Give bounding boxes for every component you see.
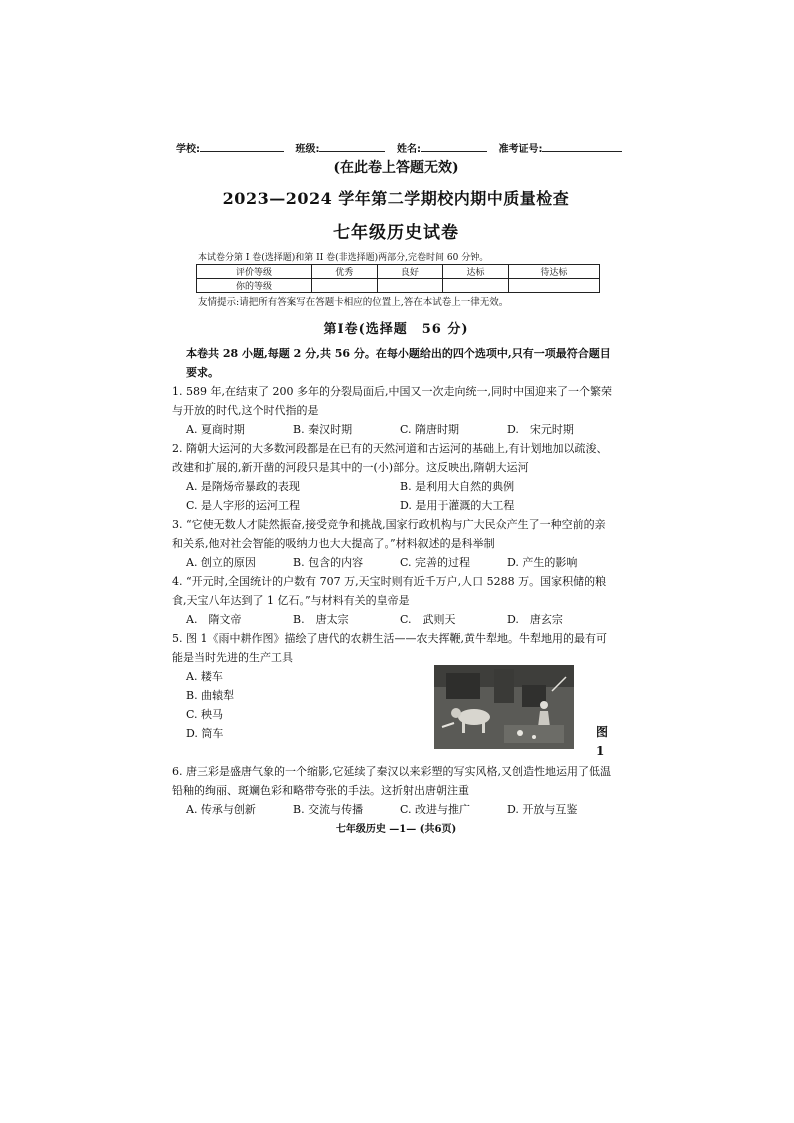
option-d: D. 开放与互鉴 bbox=[507, 803, 578, 816]
question-1 bbox=[172, 382, 614, 439]
option-b: B. 曲辕犁 bbox=[186, 689, 235, 702]
friendly-tip: 友情提示:请把所有答案写在答题卡相应的位置上,答在本试卷上一律无效。 bbox=[198, 297, 509, 308]
option-d: D. 唐玄宗 bbox=[507, 613, 563, 626]
grade-table-value-row bbox=[197, 279, 600, 293]
options-row bbox=[172, 420, 614, 439]
question-stem: 6. 唐三彩是盛唐气象的一个缩影,它延续了秦汉以来彩塑的写实风格,又创造性地运用了低温铅釉的绚丽、斑斓色彩和略带夸张的手法。这折射出唐朝注重 bbox=[172, 765, 611, 797]
exam-no-label: 准考证号: bbox=[498, 144, 543, 155]
mural-illustration bbox=[434, 665, 574, 749]
option-b: B. 交流与传播 bbox=[293, 803, 364, 816]
class-blank bbox=[319, 142, 385, 152]
class-label: 班级: bbox=[295, 144, 320, 155]
option-b: B. 唐太宗 bbox=[293, 613, 349, 626]
options-row bbox=[172, 477, 614, 496]
option-b: B. 包含的内容 bbox=[293, 556, 364, 569]
grade-value-cell bbox=[508, 279, 599, 293]
grade-cell: 优秀 bbox=[312, 265, 378, 279]
option-a: A. 创立的原因 bbox=[186, 556, 256, 569]
option-b: B. 是利用大自然的典例 bbox=[400, 480, 515, 493]
question-stem: 3. “它使无数人才陡然振奋,接受竞争和挑战,国家行政机构与广大民众产生了一种空前的亲和关系,他对社会智能的吸纳力也大大提高了。”材料叙述的是科举制 bbox=[172, 518, 606, 550]
exam-title: 2023—2024 学年第二学期校内期中质量检查 bbox=[222, 189, 570, 208]
options-row bbox=[172, 610, 614, 629]
option-c: C. 隋唐时期 bbox=[400, 423, 460, 436]
question-stem: 5. 图 1《雨中耕作图》描绘了唐代的农耕生活——农夫挥鞭,黄牛犁地。牛犁地用的最有可能是当时先进的生产工具 bbox=[172, 632, 607, 664]
options-column bbox=[186, 667, 234, 743]
invalid-answer-notice: (在此卷上答题无效) bbox=[333, 160, 459, 176]
options-row bbox=[172, 800, 614, 819]
options-row bbox=[172, 496, 614, 515]
student-info-line bbox=[176, 140, 626, 155]
option-c: C. 完善的过程 bbox=[400, 556, 471, 569]
option-c: C. 是人字形的运河工程 bbox=[186, 499, 301, 512]
question-2 bbox=[172, 439, 614, 515]
option-d: D. 筒车 bbox=[186, 727, 224, 740]
option-c: C. 改进与推广 bbox=[400, 803, 471, 816]
option-a: A. 耧车 bbox=[186, 670, 223, 683]
question-5 bbox=[172, 629, 614, 762]
question-stem: 4. “开元时,全国统计的户数有 707 万,天宝时则有近千万户,人口 5288 万。国家积储的粮食,天宝八年达到了 1 亿石。”与材料有关的皇帝是 bbox=[172, 575, 607, 607]
option-a: A. 是隋炀帝暴政的表现 bbox=[186, 480, 300, 493]
school-label: 学校: bbox=[176, 144, 200, 155]
exam-no-blank bbox=[542, 142, 622, 152]
grade-value-cell bbox=[312, 279, 378, 293]
name-blank bbox=[421, 142, 487, 152]
questions-body bbox=[172, 344, 614, 819]
question-5-options-figure bbox=[172, 667, 614, 762]
exam-subtitle: 七年级历史试卷 bbox=[333, 223, 459, 243]
option-c: C. 武则天 bbox=[400, 613, 456, 626]
exam-intro: 本试卷分第 I 卷(选择题)和第 II 卷(非选择题)两部分,完卷时间 60 分钟。 bbox=[198, 253, 489, 263]
question-stem: 1. 589 年,在结束了 200 多年的分裂局面后,中国又一次走向统一,同时中国迎来了一个繁荣与开放的时代,这个时代指的是 bbox=[172, 385, 612, 417]
section-intro: 本卷共 28 小题,每题 2 分,共 56 分。在每小题给出的四个选项中,只有一项最符合题目要求。 bbox=[186, 347, 611, 379]
school-blank bbox=[200, 142, 284, 152]
name-label: 姓名: bbox=[396, 144, 421, 155]
figure-1-label: 图 1 bbox=[596, 725, 609, 758]
option-b: B. 秦汉时期 bbox=[293, 423, 353, 436]
grade-cell: 达标 bbox=[443, 265, 509, 279]
option-d: D. 是用于灌溉的大工程 bbox=[400, 499, 515, 512]
grade-value-cell bbox=[443, 279, 509, 293]
grade-table-header-row bbox=[197, 265, 600, 279]
grade-cell: 评价等级 bbox=[197, 265, 312, 279]
grade-cell: 你的等级 bbox=[197, 279, 312, 293]
farming-mural-image bbox=[434, 665, 574, 749]
grade-value-cell bbox=[377, 279, 443, 293]
grade-cell: 待达标 bbox=[508, 265, 599, 279]
section-title: 第Ⅰ卷(选择题 56 分) bbox=[323, 322, 469, 337]
option-a: A. 传承与创新 bbox=[186, 803, 256, 816]
question-stem: 2. 隋朝大运河的大多数河段都是在已有的天然河道和古运河的基础上,有计划地加以疏浚、改建和扩展的,新开凿的河段只是其中的一(小)部分。这反映出,隋朝大运河 bbox=[172, 442, 608, 474]
option-a: A. 隋文帝 bbox=[186, 613, 242, 626]
option-a: A. 夏商时期 bbox=[186, 423, 245, 436]
question-6 bbox=[172, 762, 614, 819]
option-d: D. 宋元时期 bbox=[507, 423, 574, 436]
options-row bbox=[172, 553, 614, 572]
option-d: D. 产生的影响 bbox=[507, 556, 578, 569]
question-3 bbox=[172, 515, 614, 572]
page-footer: 七年级历史 —1— (共6页) bbox=[335, 824, 457, 835]
option-c: C. 秧马 bbox=[186, 708, 224, 721]
question-4 bbox=[172, 572, 614, 629]
grade-table bbox=[196, 264, 600, 293]
grade-cell: 良好 bbox=[377, 265, 443, 279]
